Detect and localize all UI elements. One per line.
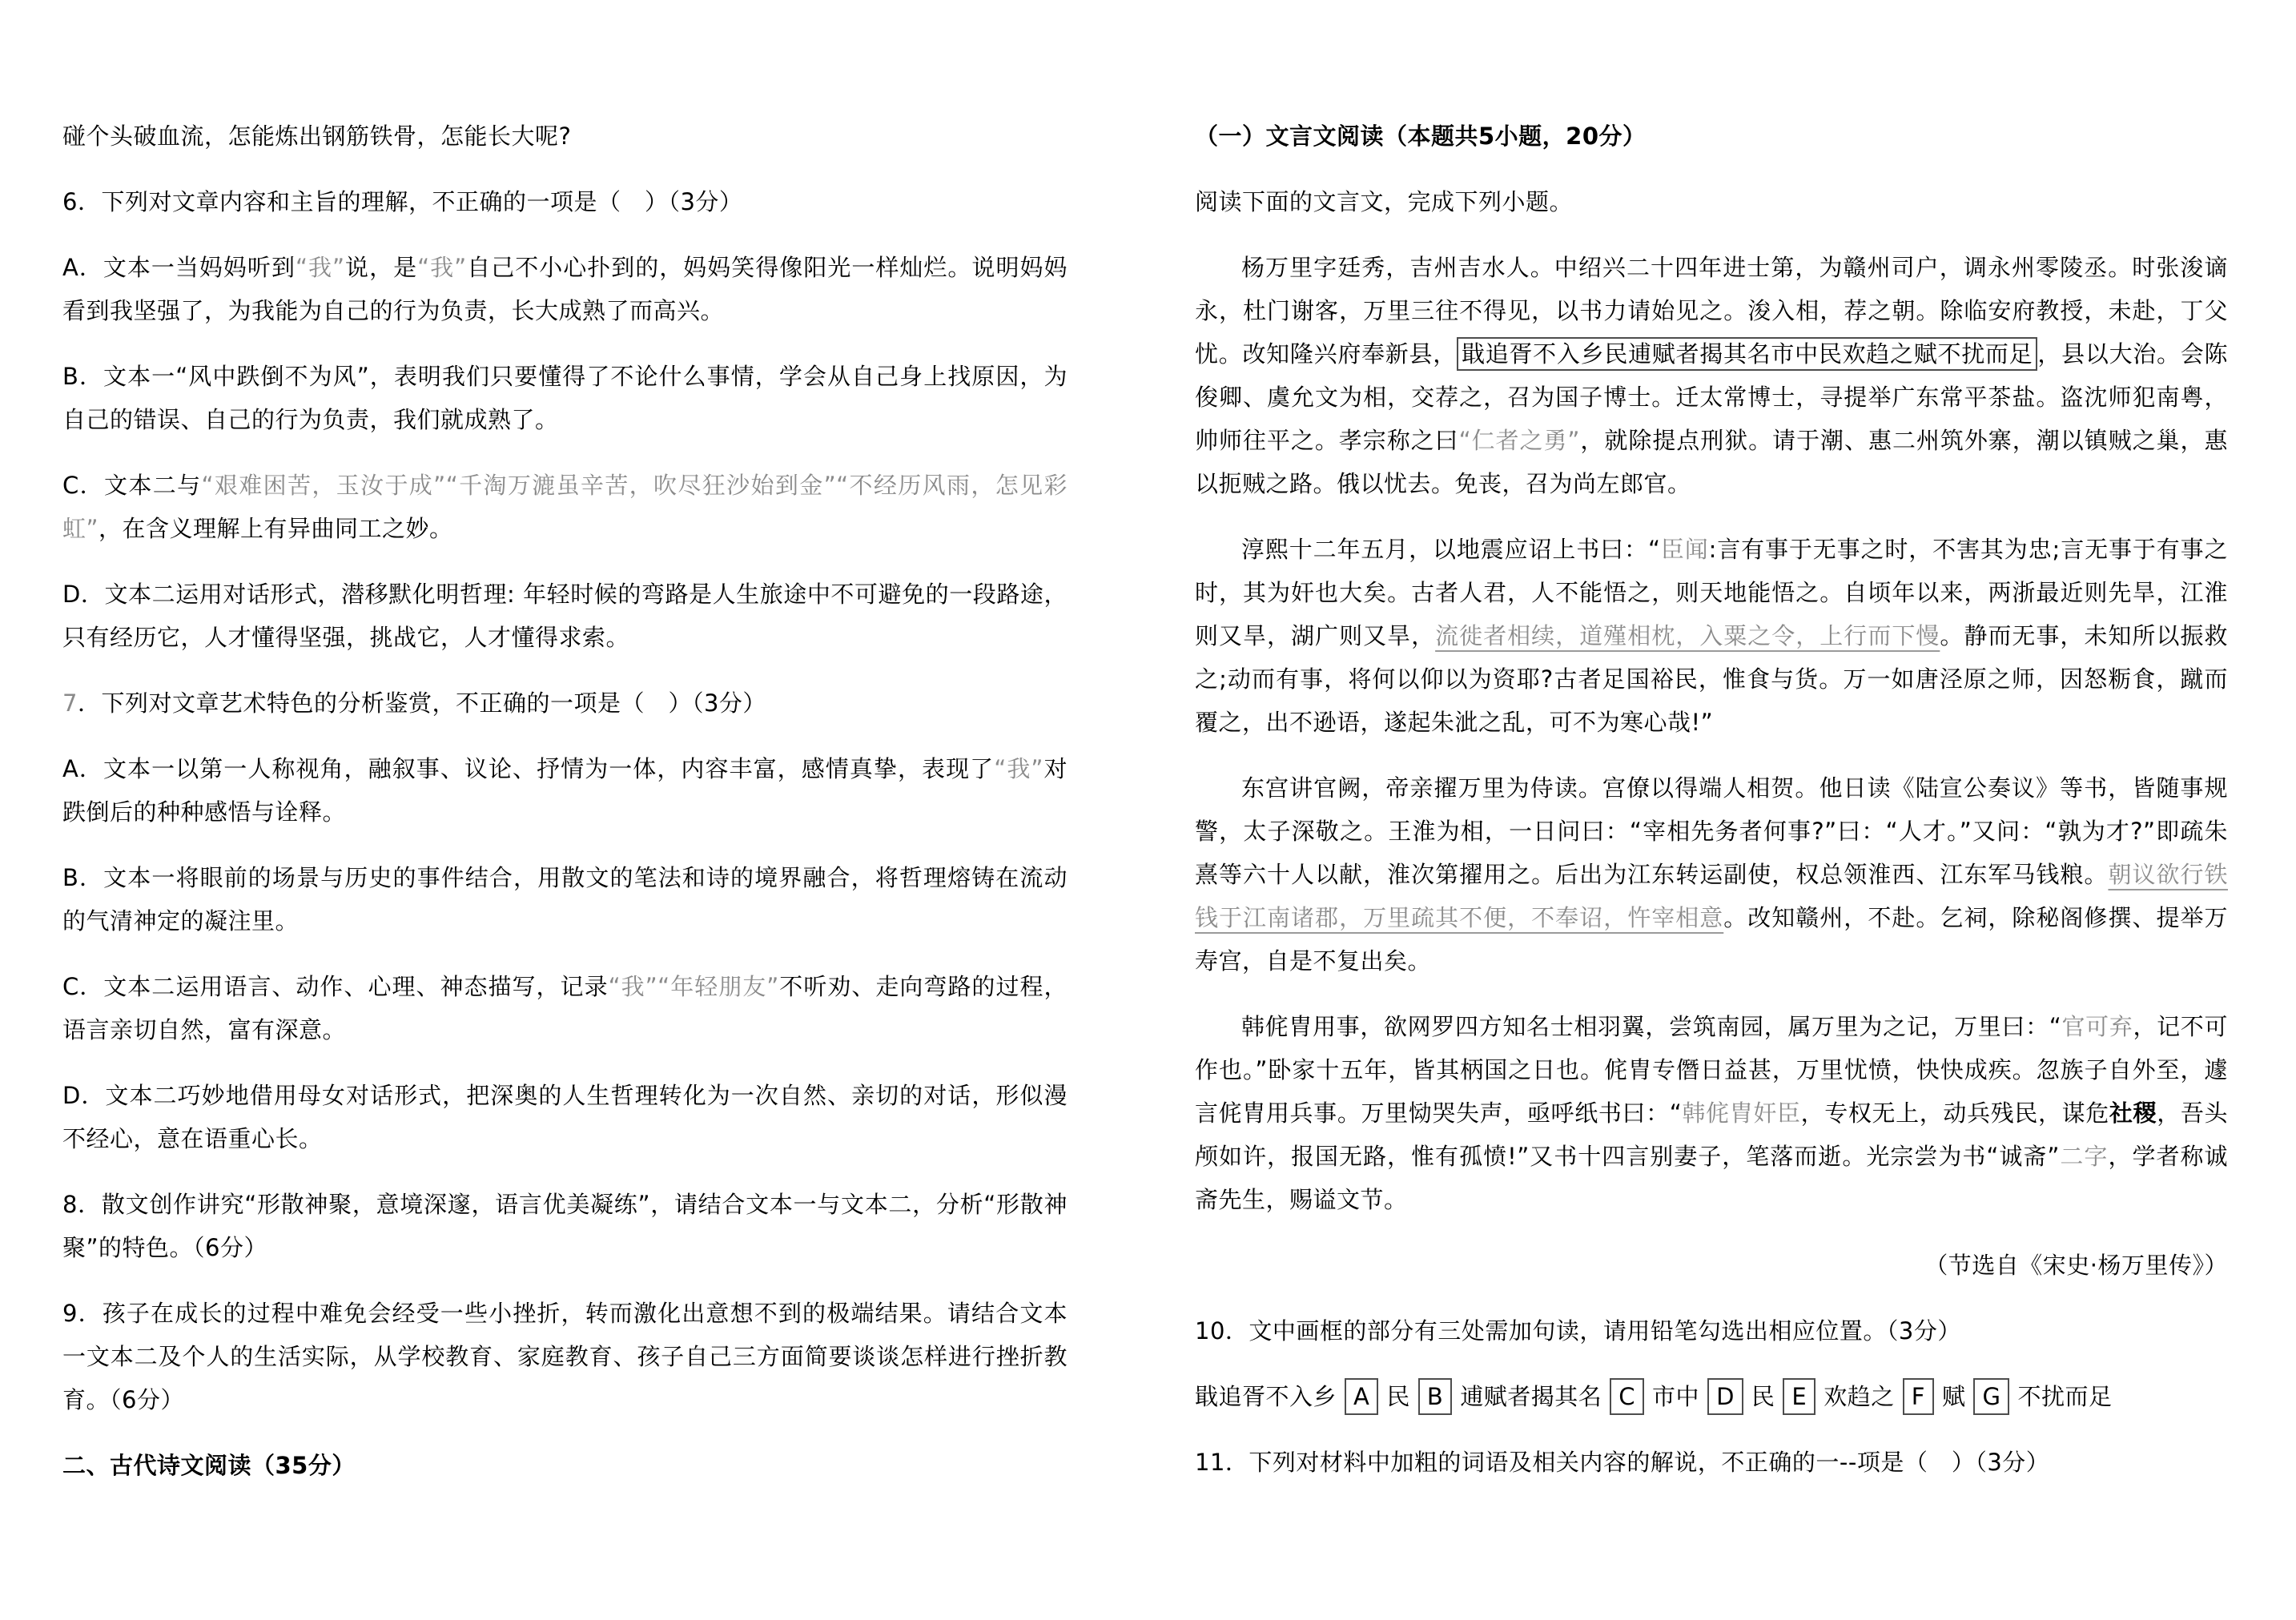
text-segment: 东宫讲官阙，帝亲擢万里为侍读。宫僚以得端人相贺。他日读《陆宣公奏议》等书，皆随事规警，太子深敬之。王淮为相，一日问曰：“宰相先务者何事?”曰：“人才。”又问：“孰为才?”即疏朱熹等六十人以献，淮次第擢用之。后出为江东转运副使，权总领淮西、江东军马钱粮。 [1195,774,2228,888]
text-segment: 市中 [1652,1383,1700,1410]
emphasized-text-segment: C [1610,1378,1644,1415]
question-7-option-d [62,1074,1068,1160]
question-7-option-a [62,747,1068,834]
emphasized-text-segment: “不经历风雨，怎见彩虹” [62,472,1068,542]
emphasized-text-segment: “我” [994,755,1043,782]
question-7-option-c [62,965,1068,1051]
emphasized-text-segment: 戢追胥不入乡民逋赋者揭其名市中民欢趋之赋不扰而足 [1457,337,2037,371]
text-segment: （节选自《宋史·杨万里传》） [1924,1252,2228,1279]
question-7 [62,681,1068,725]
text-segment: 民 [1386,1383,1410,1410]
text-segment: 9．孩子在成长的过程中难免会经受一些小挫折，转而激化出意想不到的极端结果。请结合文本一文本二及个人的生活实际，从学校教育、家庭教育、孩子自己三方面简要谈谈怎样进行挫折教育。（6分） [62,1300,1068,1413]
classical-passage-paragraph-1 [1195,246,2228,505]
text-segment: B．文本一将眼前的场景与历史的事件结合，用散文的笔法和诗的境界融合，将哲理熔铸在流动的气清神定的凝注里。 [62,864,1068,935]
text-segment: 碰个头破血流，怎能炼出钢筋铁骨，怎能长大呢? [62,123,572,150]
text-segment: ，吾头颅如许，报国无路，惟有孤愤!”又书十四言别妻子，笔落而逝。光宗尝为书“诚斋” [1195,1099,2228,1170]
emphasized-text-segment: A [1345,1378,1378,1415]
emphasized-text-segment: “我” [295,254,345,281]
text-segment: 阅读下面的文言文，完成下列小题。 [1195,188,1574,215]
text-segment: 。静而无事，未知所以振救之;动而有事，将何以仰以为资耶?古者足国裕民，惟食与货。万一如唐泾原之师，因怒粝食，蹴而覆之，出不逊语，遂起朱泚之乱，可不为寒心哉!” [1195,622,2228,736]
text-segment: 不听劝、走向弯路的过程，语言亲切自然，富有深意。 [62,973,1068,1043]
classical-passage-paragraph-2 [1195,528,2228,744]
text-segment: 8．散文创作讲究“形散神聚，意境深邃，语言优美凝练”，请结合文本一与文本二，分析“形散神聚”的特色。（6分） [62,1191,1068,1261]
question-6-option-d [62,573,1068,659]
emphasized-text-segment: G [1973,1378,2009,1415]
text-segment: 10．文中画框的部分有三处需加句读，请用铅笔勾选出相应位置。（3分） [1195,1317,1961,1345]
text-segment: C．文本二运用语言、动作、心理、神态描写，记录 [62,973,609,1000]
question-9 [62,1292,1068,1421]
text-segment: 不扰而足 [2017,1383,2113,1410]
left-column [62,115,1068,1509]
right-column [1195,115,2228,1506]
text-segment: 欢趋之 [1824,1383,1895,1410]
text-segment: 民 [1751,1383,1775,1410]
emphasized-text-segment: “我” [417,254,467,281]
emphasized-text-segment: “仁者之勇” [1458,427,1580,454]
emphasized-text-segment: 臣闻 [1660,536,1709,563]
question-6 [62,180,1068,223]
emphasized-text-segment: 二字 [2059,1143,2109,1170]
text-segment: ，县以大治。会陈俊卿、虞允文为相，交荐之，召为国子博士。迁太常博士，寻提举广东常平茶盐。盗沈师犯南粤，帅师往平之。孝宗称之曰 [1195,340,2228,454]
text-segment: ，记不可作也。”卧家十五年，皆其柄国之日也。侂胄专僭日益甚，万里忧愤，快快成疾。忽族子自外至，遽言侂胄用兵事。万里恸哭失声，亟呼纸书曰：“ [1195,1013,2228,1127]
text-segment: 6．下列对文章内容和主旨的理解，不正确的一项是（ ）（3分） [62,188,743,215]
text-segment: 淳熙十二年五月，以地震应诏上书曰：“ [1241,536,1661,563]
text-segment: 赋 [1941,1383,1966,1410]
emphasized-text-segment: 朝议欲行铁钱于江南诸郡，万里疏其不便，不奉诏，忤宰相意 [1195,861,2228,931]
emphasized-text-segment: 韩侂胄奸臣 [1682,1099,1801,1127]
text-segment: A．文本一以第一人称视角，融叙事、议论、抒情为一体，内容丰富，感情真挚，表现了 [62,755,995,782]
text-segment: D．文本二巧妙地借用母女对话形式，把深奥的人生哲理转化为一次自然、亲切的对话，形似漫不经心，意在语重心长。 [62,1082,1068,1152]
section-2-part-1-heading [1195,115,2228,158]
text-segment: 逋赋者揭其名 [1460,1383,1602,1410]
question-6-option-c [62,464,1068,550]
text-segment: 。改知赣州，不赴。乞祠，除秘阁修撰、提举万寿宫，自是不复出矣。 [1195,904,2228,975]
text-segment: ，学者称诚斋先生，赐谥文节。 [1195,1143,2228,1213]
emphasized-text-segment: “艰难困苦，玉汝于成” [201,472,446,499]
text-segment: D．文本二运用对话形式，潜移默化明哲理: 年轻时候的弯路是人生旅途中不可避免的一段路途，只有经历它，人才懂得坚强，挑战它，人才懂得求索。 [62,581,1068,651]
passage-source-attribution [1195,1244,2228,1287]
text-segment: B．文本一“风中跌倒不为风”，表明我们只要懂得了不论什么事情，学会从自己身上找原因，为自己的错误、自己的行为负责，我们就成熟了。 [62,363,1068,433]
emphasized-text-segment: “千淘万漉虽辛苦，吹尽狂沙始到金” [445,472,837,499]
section-2-heading [62,1444,1068,1487]
text-segment: C．文本二与 [62,472,202,499]
emphasized-text-segment: D [1707,1378,1743,1415]
text-segment: （一）文言文阅读（本题共5小题，20分） [1195,123,1647,150]
text-segment: 韩侂胄用事，欲网罗四方知名士相羽翼，尝筑南园，属万里为之记，万里曰：“ [1241,1013,2062,1040]
text-segment: ．下列对文章艺术特色的分析鉴赏，不正确的一项是（ ）（3分） [77,689,766,717]
question-11 [1195,1441,2228,1484]
question-7-option-b [62,856,1068,943]
emphasized-text-segment: E [1783,1378,1815,1415]
question-6-option-b [62,355,1068,441]
text-segment: 对跌倒后的种种感悟与诠释。 [62,755,1068,826]
question-10-punctuation-line [1195,1375,2228,1418]
text-segment: ，专权无上，动兵残民，谋危 [1800,1099,2109,1127]
classical-passage-paragraph-3 [1195,766,2228,983]
question-6-option-a [62,246,1068,332]
text-segment: A．文本一当妈妈听到 [62,254,296,281]
question-10 [1195,1309,2228,1353]
question-8 [62,1183,1068,1269]
text-segment: 杨万里字廷秀，吉州吉水人。中绍兴二十四年进士第，为赣州司户，调永州零陵丞。时张浚谪永，杜门谢客，万里三往不得见，以书力请始见之。浚入相，荐之朝。除临安府教授，未赴，丁父忧。改知隆兴府奉新县， [1195,254,2228,368]
reading-instruction [1195,180,2228,223]
emphasized-text-segment: 流徙者相续，道殣相枕，入粟之令，上行而下慢 [1435,622,1940,649]
emphasized-text-segment: 7 [62,689,78,717]
text-segment: 11．下列对材料中加粗的词语及相关内容的解说，不正确的一--项是（ ）（3分） [1195,1449,2050,1476]
emphasized-text-segment: 官可弃 [2061,1013,2133,1040]
text-segment: ，就除提点刑狱。请于潮、惠二州筑外寨，潮以镇贼之巢，惠以扼贼之路。俄以忧去。免丧，召为尚左郎官。 [1195,427,2228,497]
text-segment: 说，是 [344,254,418,281]
passage-continuation-line [62,115,1068,158]
text-segment: 二、古代诗文阅读（35分） [62,1452,356,1479]
emphasized-text-segment: B [1418,1378,1452,1415]
text-segment: ，在含义理解上有异曲同工之妙。 [99,515,453,542]
emphasized-text-segment: 社稷 [2109,1099,2157,1127]
text-segment: :言有事于无事之时，不害其为忠;言无事于有事之时，其为奸也大矣。古者人君，人不能悟之，则天地能悟之。自顷年以来，两浙最近则先旱，江淮则又旱，湖广则又旱， [1195,536,2228,649]
emphasized-text-segment: F [1903,1378,1934,1415]
emphasized-text-segment: “我”“年轻朋友” [608,973,779,1000]
classical-passage-paragraph-4 [1195,1005,2228,1221]
text-segment: 戢追胥不入乡 [1195,1383,1337,1410]
text-segment: 自己不小心扑到的，妈妈笑得像阳光一样灿烂。说明妈妈看到我坚强了，为我能为自己的行为负责，长大成熟了而高兴。 [62,254,1068,324]
